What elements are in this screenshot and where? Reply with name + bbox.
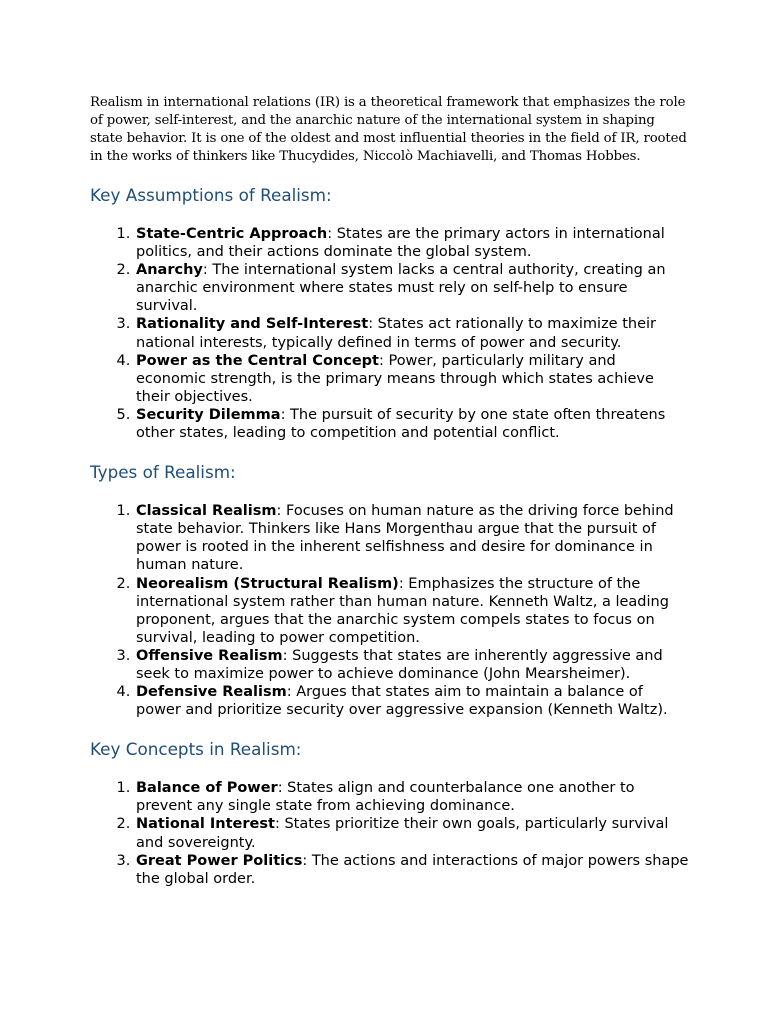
item-text: : Argues that states aim to maintain a balance of power and prioritize security over aggressive expansion (Kenneth Waltz). [136,684,668,719]
item-text: : States act rationally to maximize their national interests, typically defined in terms of power and security. [136,316,656,351]
item-term: Great Power Politics [136,852,303,869]
item-term: Security Dilemma [136,406,281,423]
item-term: Balance of Power [136,780,278,797]
item-text: : Focuses on human nature as the driving force behind state behavior. Thinkers like Hans Morgenthau argue that the pursuit of power is rooted in the inherent selfishness and desire for dominance in human nature. [136,503,674,574]
item-text: : States align and counterbalance one another to prevent any single state from achieving dominance. [136,780,635,815]
document-page [90,94,690,888]
list-item [135,406,690,442]
list-item [135,575,690,647]
item-text: : Suggests that states are inherently aggressive and seek to maximize power to achieve dominance (John Mearsheimer). [136,647,663,682]
list-item [135,352,690,406]
item-term: National Interest [136,816,275,833]
list-types-of-realism [90,502,690,719]
item-term: Classical Realism [136,503,277,520]
list-item [135,261,690,315]
list-item [135,852,690,888]
list-item [135,647,690,683]
item-term: Defensive Realism [136,684,287,701]
heading-key-concepts: Key Concepts in Realism: [90,739,302,760]
heading-types-of-realism: Types of Realism: [90,462,236,483]
item-text: : The international system lacks a central authority, creating an anarchic environment where states must rely on self-help to ensure survival. [136,262,666,315]
list-item [135,502,690,574]
item-term: Neorealism (Structural Realism) [136,575,399,592]
item-text: : States prioritize their own goals, particularly survival and sovereignty. [136,816,669,851]
list-item [135,225,690,261]
item-text: : Power, particularly military and economic strength, is the primary means through which states achieve their objectives. [136,352,654,405]
list-item [135,683,690,719]
item-text: : The pursuit of security by one state often threatens other states, leading to competition and potential conflict. [136,406,666,442]
item-text: : States are the primary actors in international politics, and their actions dominate the global system. [136,226,665,261]
item-text: : Emphasizes the structure of the international system rather than human nature. Kenneth Waltz, a leading proponent, argues that the anarchic system compels states to focus on survival, leading to power competition. [136,575,669,646]
list-item [135,779,690,815]
item-term: Rationality and Self-Interest [136,316,369,333]
intro-paragraph: Realism in international relations (IR) is a theoretical framework that emphasizes the role of power, self-interest, and the anarchic nature of the international system in shaping state behavior. It is one of the oldest and most influential theories in the field of IR, rooted in the works of thinkers like Thucydides, Niccolò Machiavelli, and Thomas Hobbes. [90,95,687,164]
item-term: Power as the Central Concept [136,352,379,369]
item-text: : The actions and interactions of major powers shape the global order. [136,852,689,887]
item-term: State-Centric Approach [136,226,328,242]
list-key-assumptions [90,225,690,442]
list-item [135,815,690,851]
list-item [135,315,690,351]
list-key-concepts [90,779,690,888]
item-term: Anarchy [136,262,203,279]
item-term: Offensive Realism [136,647,283,664]
heading-key-assumptions: Key Assumptions of Realism: [90,185,332,205]
